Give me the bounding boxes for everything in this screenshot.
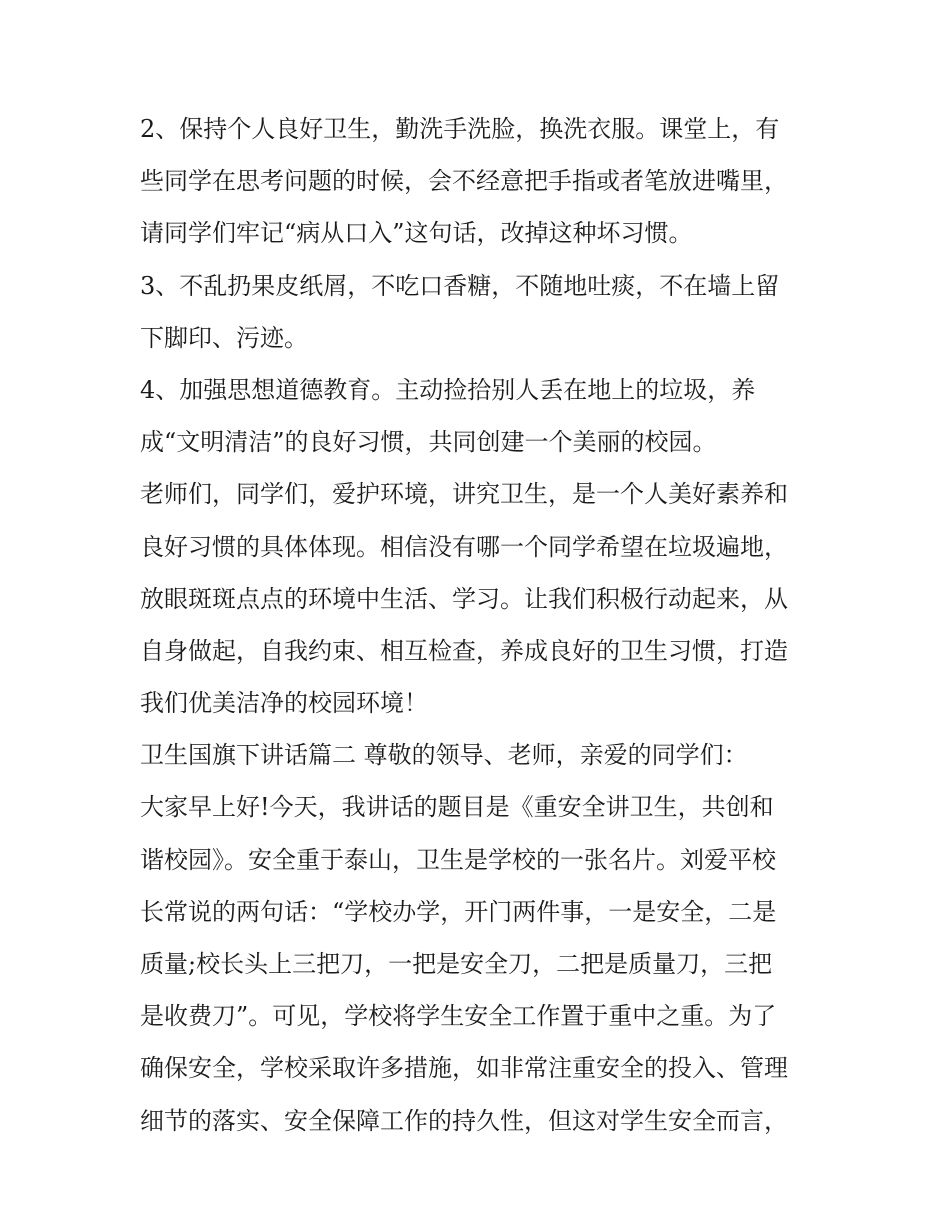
text-line: 质量;校长头上三把刀，一把是安全刀，二把是质量刀，三把 — [140, 950, 773, 978]
text-line: 细节的落实、安全保障工作的持久性，但这对学生安全而言， — [140, 1106, 788, 1135]
text-line: 长常说的两句话：“学校办学，开门两件事，一是安全，二是 — [140, 897, 777, 926]
text-line: 良好习惯的具体体现。相信没有哪一个同学希望在垃圾遍地， — [140, 532, 788, 561]
text-line: 2、保持个人良好卫生，勤洗手洗脸，换洗衣服。课堂上，有 — [140, 115, 780, 143]
text-line: 放眼斑斑点点的环境中生活、学习。让我们积极行动起来，从 — [140, 584, 788, 613]
text-line: 下脚印、污迹。 — [140, 323, 308, 352]
text-line: 是收费刀”。可见，学校将学生安全工作置于重中之重。为了 — [140, 1002, 777, 1031]
section-heading-line: 卫生国旗下讲话篇二 尊敬的领导、老师，亲爱的同学们： — [140, 741, 748, 770]
text-line: 我们优美洁净的校园环境！ — [140, 689, 428, 718]
document-body — [140, 103, 830, 1147]
text-line: 谐校园》。安全重于泰山，卫生是学校的一张名片。刘爱平校 — [140, 845, 776, 874]
text-line: 自身做起，自我约束、相互检查，养成良好的卫生习惯，打造 — [140, 636, 788, 665]
text-line: 成“文明清洁”的良好习惯，共同创建一个美丽的校园。 — [140, 428, 717, 457]
text-line: 请同学们牢记“病从口入”这句话，改掉这种坏习惯。 — [140, 219, 693, 248]
text-line: 大家早上好!今天，我讲话的题目是《重安全讲卫生，共创和 — [140, 793, 774, 822]
text-line: 老师们，同学们，爱护环境，讲究卫生，是一个人美好素养和 — [140, 480, 788, 509]
text-line: 确保安全，学校采取许多措施，如非常注重安全的投入、管理 — [140, 1054, 788, 1083]
text-line: 3、不乱扔果皮纸屑，不吃口香糖，不随地吐痰，不在墙上留 — [140, 271, 780, 300]
text-line: 4、加强思想道德教育。主动捡拾别人丢在地上的垃圾，养 — [140, 375, 756, 404]
text-line: 些同学在思考问题的时候，会不经意把手指或者笔放进嘴里， — [140, 167, 788, 196]
